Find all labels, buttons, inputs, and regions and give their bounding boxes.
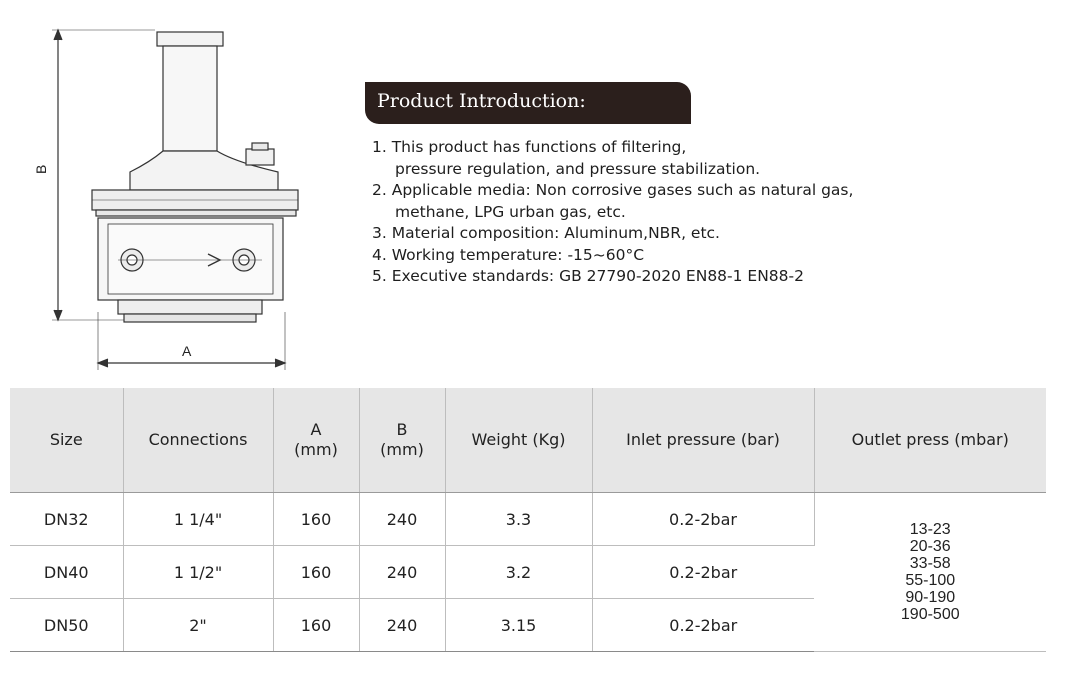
header-outlet: Outlet press (mbar) [814,388,1046,493]
intro-list [372,137,1072,288]
cell-size: DN50 [10,599,123,652]
header-a-label: A [310,420,322,439]
header-b-label: B [396,420,408,439]
outlet-range: 13-23 [909,521,951,538]
cell-a: 160 [273,493,359,546]
cell-a: 160 [273,546,359,599]
intro-line: 4. Working temperature: -15~60°C [372,245,645,264]
cell-b: 240 [359,546,445,599]
outlet-range: 33-58 [909,555,951,572]
header-connections: Connections [123,388,273,493]
product-drawing [30,22,330,377]
header-b-unit: (mm) [380,440,424,459]
cell-inlet: 0.2-2bar [592,493,814,546]
intro-line: pressure regulation, and pressure stabilization. [395,159,761,178]
cell-outlet-ranges [814,493,1046,652]
cell-b: 240 [359,493,445,546]
cell-inlet: 0.2-2bar [592,599,814,652]
cell-weight: 3.2 [445,546,592,599]
intro-line: methane, LPG urban gas, etc. [395,202,626,221]
intro-line: 2. Applicable media: Non corrosive gases such as natural gas, [372,181,854,199]
cell-weight: 3.3 [445,493,592,546]
outlet-range: 190-500 [900,606,960,623]
intro-line: 5. Executive standards: GB 27790-2020 EN88-1 EN88-2 [372,267,804,285]
intro-title: Product Introduction: [377,90,586,112]
cell-size: DN32 [10,493,123,546]
outlet-range: 20-36 [909,538,951,555]
outlet-range: 90-190 [905,589,956,606]
table-row [10,493,1046,546]
dimension-a-label: A [182,343,192,359]
header-b [359,388,445,493]
cell-size: DN40 [10,546,123,599]
intro-header [365,82,691,124]
intro-line: 1. This product has functions of filtering, [372,138,687,156]
intro-line: 3. Material composition: Aluminum,NBR, etc. [372,224,720,242]
cell-a: 160 [273,599,359,652]
cell-inlet: 0.2-2bar [592,546,814,599]
outlet-range: 55-100 [905,572,956,589]
cell-connections: 1 1/2" [123,546,273,599]
cell-b: 240 [359,599,445,652]
header-weight: Weight (Kg) [445,388,592,493]
table-header-row [10,388,1046,493]
cell-weight: 3.15 [445,599,592,652]
header-size: Size [10,388,123,493]
cell-connections: 2" [123,599,273,652]
spec-table [10,388,1046,652]
cell-connections: 1 1/4" [123,493,273,546]
dimension-b-label: B [33,164,49,174]
header-a-unit: (mm) [294,440,338,459]
header-inlet: Inlet pressure (bar) [592,388,814,493]
header-a [273,388,359,493]
